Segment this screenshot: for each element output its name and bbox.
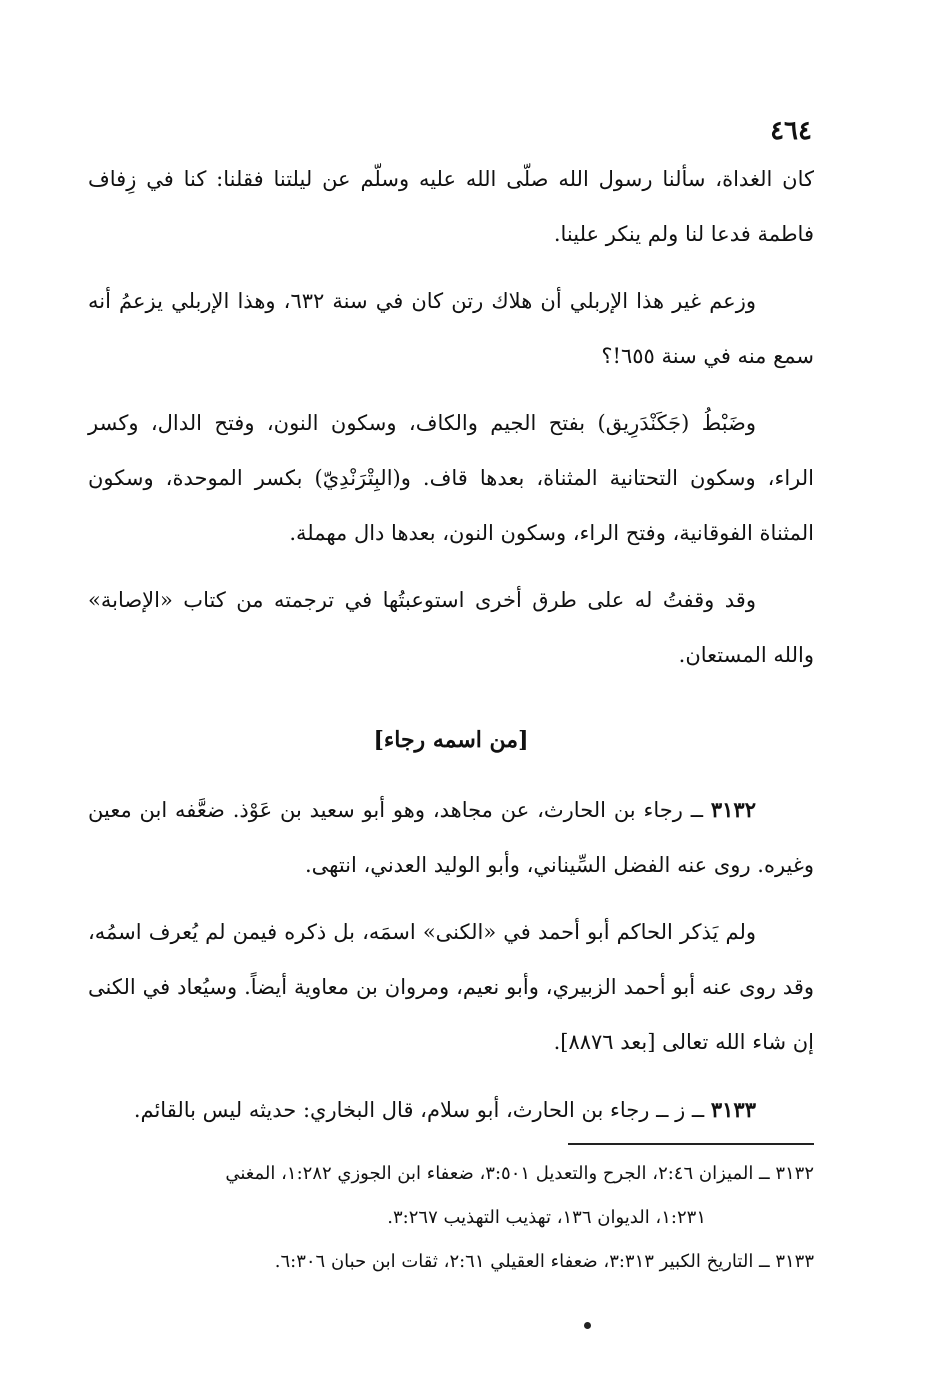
entry-number: ٣١٣٣: [710, 1097, 756, 1122]
paragraph-1: كان الغداة، سألنا رسول الله صلّى الله عليه وسلّم عن ليلتنا فقلنا: كنا في زِفاف فاطمة فدعا لنا ولم ينكر علينا.: [88, 167, 814, 246]
paragraph-4: وقد وقفتُ له على طرق أخرى استوعبتُها في ترجمته من كتاب «الإصابة» والله المستعان.: [88, 588, 814, 667]
footnote-3132-line-2: ١:٢٣١، الديوان ١٣٦، تهذيب التهذيب ٣:٢٦٧.: [387, 1207, 706, 1228]
page-dot-mark: [584, 1322, 591, 1329]
entry-3133: [88, 1082, 814, 1138]
main-text: [88, 152, 814, 1150]
entry-number: ٣١٣٢: [710, 797, 756, 822]
footnote-3133: ٣١٣٣ ــ التاريخ الكبير ٣:٣١٣، ضعفاء العقيلي ٢:٦١، ثقات ابن حبان ٦:٣٠٦.: [274, 1251, 814, 1272]
paragraph-6: ولم يَذكر الحاكم أبو أحمد في «الكنى» اسمَه، بل ذكره فيمن لم يُعرف اسمُه، وقد روى عنه أبو أحمد الزبيري، وأبو نعيم، ومروان بن معاوية أيضاً. وسيُعاد في الكنى إن شاء الله تعالى [بعد ٨٨٧٦].: [88, 920, 814, 1054]
footnote-3132-line-1: ٣١٣٢ ــ الميزان ٢:٤٦، الجرح والتعديل ٣:٥٠١، ضعفاء ابن الجوزي ١:٢٨٢، المغني: [225, 1163, 814, 1184]
page-number: ٤٦٤: [770, 116, 812, 146]
section-title: [من اسمه رجاء]: [373, 727, 529, 753]
footnote-divider: [568, 1143, 814, 1145]
entry-text: ــ رجاء بن الحارث، عن مجاهد، وهو أبو سعيد بن عَوْذ. ضعَّفه ابن معين وغيره. روى عنه الفضل السِّيناني، وأبو الوليد العدني، انتهى.: [88, 798, 814, 877]
entry-3132: [88, 782, 814, 893]
paragraph-2: وزعم غير هذا الإربلي أن هلاك رتن كان في سنة ٦٣٢، وهذا الإربلي يزعمُ أنه سمع منه في سنة ٦٥٥!؟: [88, 289, 814, 368]
paragraph-3: وضَبْطُ (جَكَنْدَرِيق) بفتح الجيم والكاف، وسكون النون، وفتح الدال، وكسر الراء، وسكون التحتانية المثناة، بعدها قاف. و(البِتْرَنْدِيّ) بكسر الموحدة، وسكون المثناة الفوقانية، وفتح الراء، وسكون النون، بعدها دال مهملة.: [88, 411, 814, 545]
footnotes: [86, 1152, 814, 1284]
entry-text: ــ ز ــ رجاء بن الحارث، أبو سلام، قال البخاري: حديثه ليس بالقائم.: [133, 1098, 711, 1122]
